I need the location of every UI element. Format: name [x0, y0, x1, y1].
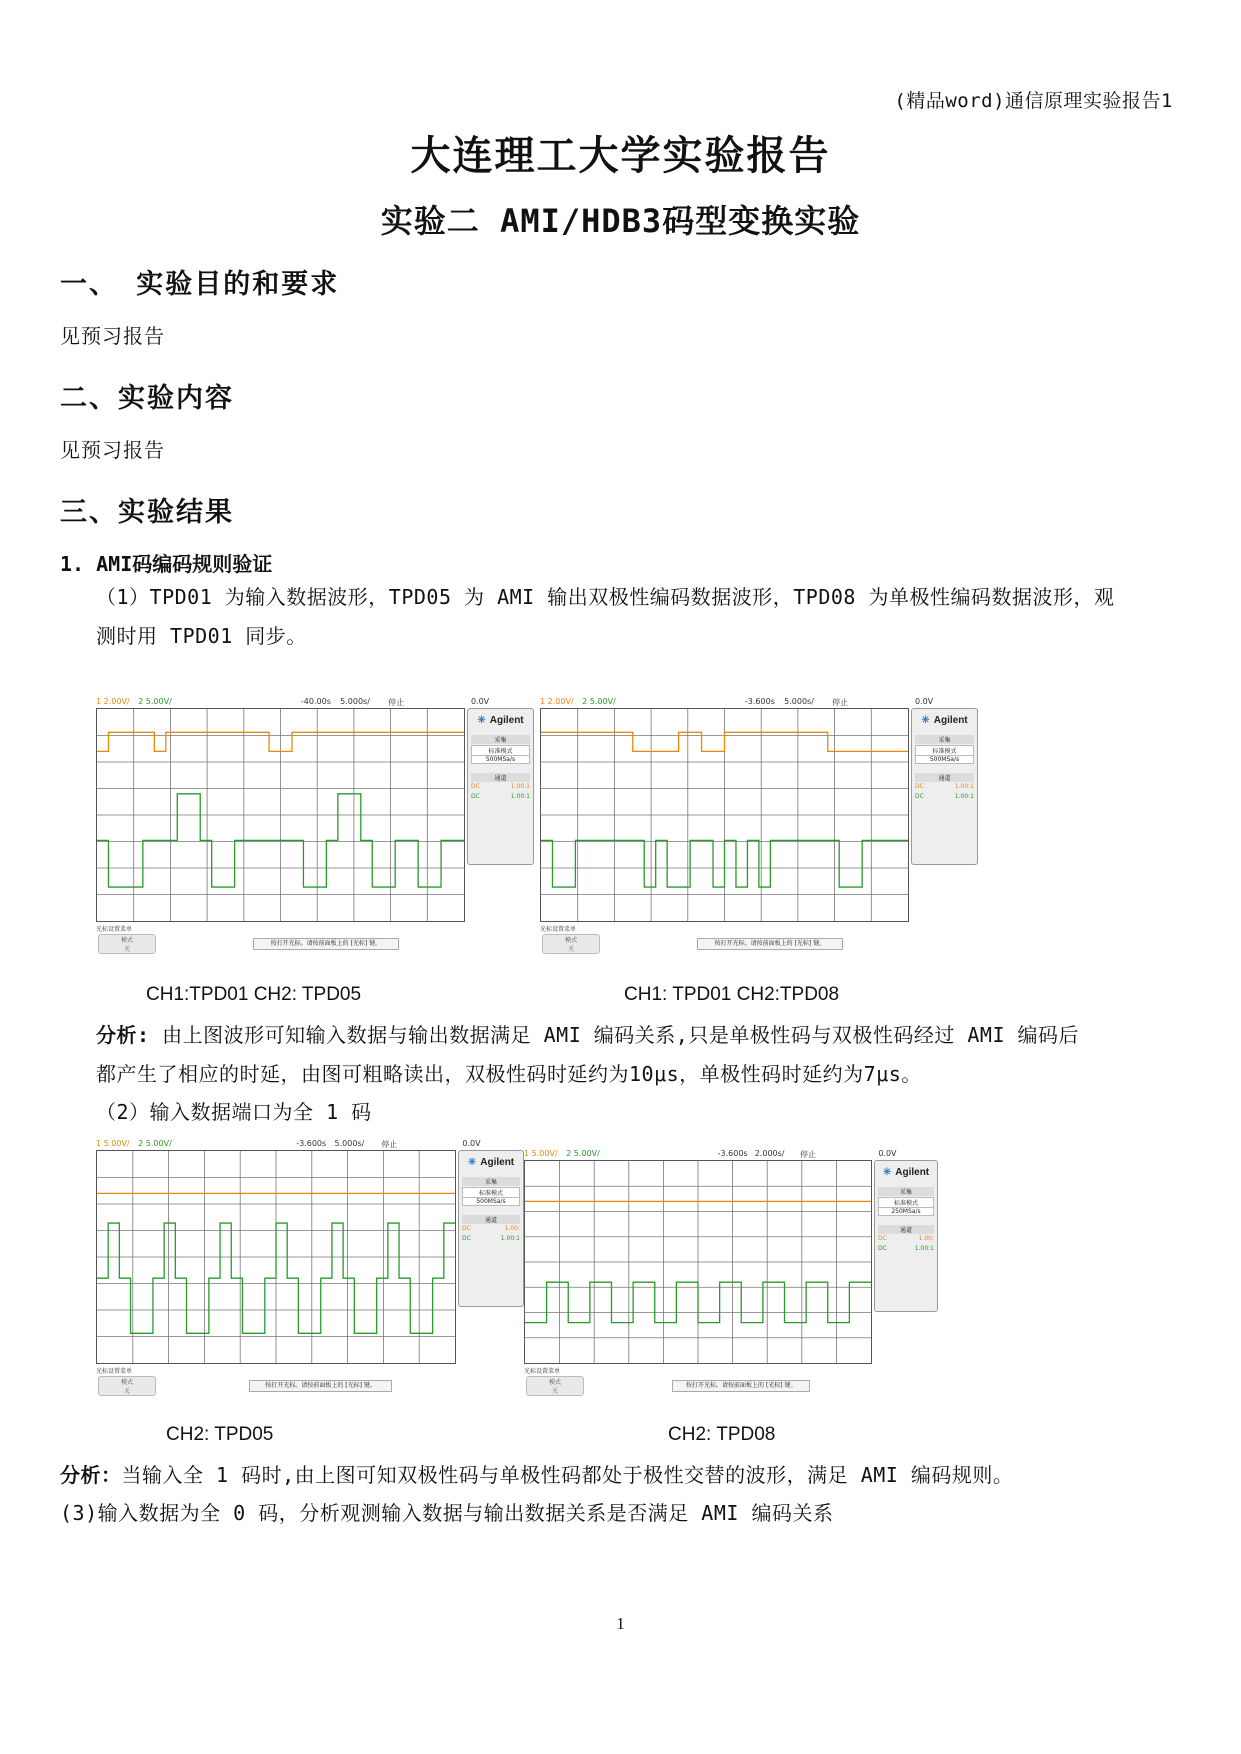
part2-heading: （2）输入数据端口为全 1 码	[96, 1100, 372, 1124]
ch1-coupling	[471, 783, 530, 790]
ch2-dc: DC	[462, 1235, 471, 1242]
header-note: (精品word)通信原理实验报告1	[894, 90, 1173, 112]
channel-label: 通道	[471, 773, 530, 782]
figure-caption: CH2: TPD05	[166, 1424, 274, 1445]
page-title: 大连理工大学实验报告	[410, 132, 831, 179]
time-per-div: 5.000s/	[340, 697, 370, 706]
acquire-label: 采集	[462, 1177, 520, 1186]
oscilloscope-screenshot	[524, 1140, 936, 1412]
acquire-label: 采集	[878, 1187, 934, 1196]
mode-value: 关	[567, 946, 574, 953]
scope-side-panel	[467, 708, 534, 865]
cursor-menu-label: 光标设置菜单	[540, 926, 577, 933]
ch1-scale: 1 5.00V/	[96, 1139, 130, 1148]
ch2-coupling	[462, 1235, 520, 1242]
agilent-logo-icon: ✳	[477, 715, 486, 726]
ch1-coupling	[462, 1225, 520, 1232]
run-state: 停止	[388, 698, 405, 707]
time-offset: -3.600s	[296, 1139, 327, 1148]
analysis-label: 分析：	[60, 1463, 122, 1487]
ch1-scale: 1 2.00V/	[540, 697, 574, 706]
ch2-probe: 1.00:1	[954, 793, 974, 800]
cursor-hint-message: 按打开光标。请按前面板上的 [光标] 键。	[672, 1380, 810, 1392]
ch2-coupling	[878, 1245, 934, 1252]
cursor-mode-button	[98, 1376, 156, 1396]
time-offset: -3.600s	[717, 1149, 748, 1158]
mode-value: 关	[551, 1388, 558, 1395]
oscilloscope-screenshot	[96, 1130, 522, 1412]
agilent-logo-icon: ✳	[467, 1157, 477, 1168]
analysis-text: 由上图波形可知输入数据与输出数据满足 AMI 编码关系,只是单极性码与双极性码经过 AMI 编码后	[149, 1023, 1080, 1047]
waveform-display	[97, 709, 464, 921]
ch1-probe: 1.00:1	[510, 783, 530, 790]
scope-channel-scales	[96, 697, 172, 706]
agilent-brand	[468, 715, 533, 726]
ch2-coupling	[915, 793, 974, 800]
cursor-hint-message: 按打开光标。请按前面板上的 [光标] 键。	[697, 938, 843, 950]
ch1-dc: DC	[915, 783, 924, 790]
ch1-probe: 1.00:1	[954, 783, 974, 790]
ch2-probe: 1.00:1	[914, 1245, 934, 1252]
scope-graticule	[96, 1150, 456, 1364]
ch1-probe: 1.00:	[504, 1225, 520, 1232]
acquire-mode: 标准模式	[462, 1187, 520, 1198]
ch2-coupling	[471, 793, 530, 800]
trigger-level: 0.0V	[878, 1149, 897, 1158]
ch1-dc: DC	[471, 783, 480, 790]
ch2-probe: 1.00:1	[500, 1235, 520, 1242]
section-heading-1: 一、 实验目的和要求	[60, 269, 340, 300]
acquire-label: 采集	[471, 735, 530, 744]
scope-side-panel	[874, 1160, 938, 1312]
sample-rate: 500MSa/s	[915, 755, 974, 764]
oscilloscope-screenshot	[540, 688, 976, 970]
ch2-dc: DC	[878, 1245, 887, 1252]
agilent-brand	[912, 715, 977, 726]
acquire-mode: 标准模式	[915, 745, 974, 756]
section-body-1: 见预习报告	[60, 324, 165, 348]
section-heading-3: 三、实验结果	[60, 497, 234, 528]
scope-channel-scales	[524, 1149, 600, 1158]
time-per-div: 5.000s/	[784, 697, 814, 706]
agilent-brand	[875, 1167, 937, 1178]
ch1-dc: DC	[878, 1235, 887, 1242]
scope-graticule	[96, 708, 465, 922]
cursor-mode-button	[98, 934, 156, 954]
cursor-mode-button	[526, 1376, 584, 1396]
acquire-label: 采集	[915, 735, 974, 744]
agilent-logo-icon: ✳	[882, 1167, 892, 1178]
intro-line-1: （1）TPD01 为输入数据波形，TPD05 为 AMI 输出双极性编码数据波形，TPD08 为单极性编码数据波形，观	[96, 585, 1115, 609]
figure-caption: CH2: TPD08	[668, 1424, 776, 1445]
ch1-coupling	[878, 1235, 934, 1242]
ch2-probe: 1.00:1	[510, 793, 530, 800]
channel-label: 通道	[878, 1225, 934, 1234]
run-state: 停止	[381, 1140, 398, 1149]
section-heading-2: 二、实验内容	[60, 383, 234, 414]
cursor-menu-label: 光标设置菜单	[96, 926, 133, 933]
mode-label: 模式	[548, 1379, 561, 1386]
scope-graticule	[540, 708, 909, 922]
sample-rate: 500MSa/s	[471, 755, 530, 764]
mode-value: 关	[123, 946, 130, 953]
cursor-hint-message: 按打开光标。请按前面板上的 [光标] 键。	[249, 1380, 392, 1392]
scope-channel-scales	[540, 697, 616, 706]
channel-label: 通道	[462, 1215, 520, 1224]
ch2-scale: 2 5.00V/	[563, 1149, 600, 1158]
time-per-div: 2.000s/	[754, 1149, 785, 1158]
ch1-coupling	[915, 783, 974, 790]
scope-channel-scales	[96, 1139, 172, 1148]
intro-line-2: 测时用 TPD01 同步。	[96, 624, 307, 648]
figure-caption: CH1: TPD01 CH2:TPD08	[624, 984, 840, 1005]
ch2-scale: 2 5.00V/	[135, 697, 172, 706]
brand-name: Agilent	[895, 1167, 930, 1178]
mode-label: 模式	[120, 1379, 133, 1386]
ch2-scale: 2 5.00V/	[135, 1139, 172, 1148]
time-offset: -40.00s	[300, 697, 331, 706]
section-body-2: 见预习报告	[60, 438, 165, 462]
part3-text: (3)输入数据为全 0 码，分析观测输入数据与输出数据关系是否满足 AMI 编码关系	[60, 1501, 834, 1525]
analysis-text: 当输入全 1 码时,由上图可知双极性码与单极性码都处于极性交替的波形，满足 AMI 编码规则。	[121, 1463, 1014, 1487]
analysis-paragraph-2	[60, 1456, 1013, 1495]
ch1-probe: 1.00:	[918, 1235, 934, 1242]
scope-side-panel	[911, 708, 978, 865]
waveform-display	[525, 1161, 871, 1363]
ch2-trace	[525, 1282, 871, 1322]
subsection-heading: 1. AMI码编码规则验证	[60, 552, 273, 576]
mode-value: 关	[123, 1388, 130, 1395]
mode-label: 模式	[564, 937, 577, 944]
acquire-mode: 标准模式	[878, 1197, 934, 1208]
page-subtitle: 实验二 AMI/HDB3码型变换实验	[380, 202, 861, 240]
scope-graticule	[524, 1160, 872, 1364]
brand-name: Agilent	[489, 715, 524, 726]
oscilloscope-screenshot	[96, 688, 532, 970]
analysis-line-2: 都产生了相应的时延，由图可粗略读出，双极性码时延约为10μs，单极性码时延约为7μs。	[96, 1062, 922, 1086]
trigger-level: 0.0V	[470, 697, 490, 706]
ch2-dc: DC	[471, 793, 480, 800]
agilent-logo-icon: ✳	[921, 715, 930, 726]
cursor-menu-label: 光标设置菜单	[524, 1368, 561, 1375]
figure-caption: CH1:TPD01 CH2: TPD05	[146, 984, 362, 1005]
ch1-dc: DC	[462, 1225, 471, 1232]
ch2-dc: DC	[915, 793, 924, 800]
analysis-label: 分析:	[96, 1023, 150, 1047]
agilent-brand	[459, 1157, 523, 1168]
mode-label: 模式	[120, 937, 133, 944]
cursor-menu-label: 光标设置菜单	[96, 1368, 133, 1375]
cursor-mode-button	[542, 934, 600, 954]
run-state: 停止	[800, 1150, 817, 1159]
sample-rate: 500MSa/s	[462, 1197, 520, 1206]
scope-side-panel	[458, 1150, 524, 1307]
ch1-scale: 1 5.00V/	[524, 1149, 558, 1158]
brand-name: Agilent	[933, 715, 968, 726]
channel-label: 通道	[915, 773, 974, 782]
waveform-display	[97, 1151, 455, 1363]
cursor-hint-message: 按打开光标。请按前面板上的 [光标] 键。	[253, 938, 399, 950]
trigger-level: 0.0V	[914, 697, 934, 706]
run-state: 停止	[832, 698, 849, 707]
acquire-mode: 标准模式	[471, 745, 530, 756]
ch2-trace	[541, 840, 908, 887]
page-number: 1	[616, 1614, 625, 1633]
waveform-display	[541, 709, 908, 921]
trigger-level: 0.0V	[462, 1139, 481, 1148]
time-offset: -3.600s	[744, 697, 775, 706]
brand-name: Agilent	[480, 1157, 515, 1168]
analysis-paragraph	[96, 1016, 1196, 1055]
ch1-scale: 1 2.00V/	[96, 697, 130, 706]
ch2-scale: 2 5.00V/	[579, 697, 616, 706]
time-per-div: 5.000s/	[334, 1139, 365, 1148]
sample-rate: 250MSa/s	[878, 1207, 934, 1216]
